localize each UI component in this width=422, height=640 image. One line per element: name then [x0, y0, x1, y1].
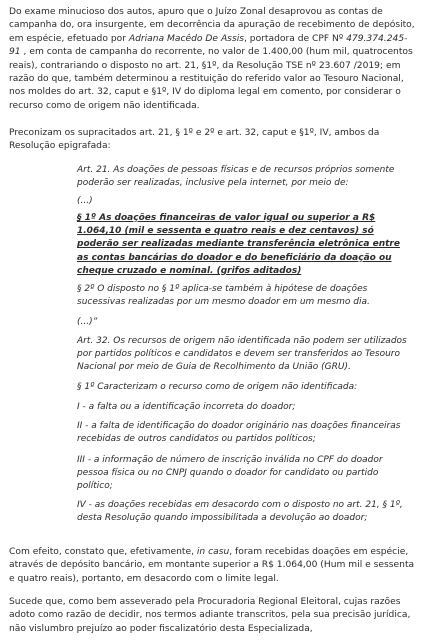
paragraph-summary	[9, 6, 417, 113]
donor-name: Adriana Macêdo De Assis	[128, 33, 244, 44]
paragraph-summary-text-a: Do exame minucioso dos autos, apuro que o Juízo Zonal desaprovou as contas de campanha do, ora insurgente, em decorrência da apuração de recebimento de depósito, em espécie, efetuado por	[9, 7, 415, 44]
quote-item-i: I - a falta ou a identificação incorreta do doador;	[77, 402, 296, 412]
paragraph-summary-text-c: , em conta de campanha do recorrente, no valor de 1.400,00 (hum mil, quatrocentos reais), contrariando o disposto no art. 21, §1º, da Resolução TSE nº 23.607 /2019; em razão do que, também determinou a restituição do referido valor ao Tesouro Nacional, nos moldes do art. 32, caput e §1º, IV do diploma legal em comento, por considerar o recurso como de origem não identificada.	[9, 47, 413, 111]
latin-in-casu: in casu	[196, 547, 230, 557]
paragraph-preconizam: Preconizam os supracitados art. 21, § 1º e 2º e art. 32, caput e §1º, IV, ambos da Resolução epigrafada:	[9, 128, 380, 152]
quote-art21-par1-highlighted: § 1º As doações financeiras de valor igual ou superior a R$ 1.064,10 (mil e sessenta e quatro reais e dez centavos) só poderão ser realizadas mediante transferência eletrônica entre as contas bancárias do doador e do beneficiário da doação ou cheque cruzado e nominal. (grifos aditados)	[77, 213, 400, 276]
quote-ellipsis-2: (...)”	[77, 317, 98, 327]
quote-ellipsis-1: (...)	[77, 196, 93, 206]
paragraph-summary-text-b: , portadora de CPF Nº	[244, 33, 347, 44]
quote-art21: Art. 21. As doações de pessoas físicas e de recursos próprios somente poderão ser realizadas, inclusive pela internet, por meio de:	[77, 165, 395, 189]
quote-art32: Art. 32. Os recursos de origem não identificada não podem ser utilizados por partidos políticos e candidatos e devem ser transferidos ao Tesouro Nacional por meio de Guia de Recolhimento da União (GRU).	[77, 336, 407, 373]
paragraph-com-efeito-text-a: Com efeito, constato que, efetivamente,	[9, 547, 197, 557]
quote-art32-par1: § 1º Caracterizam o recurso como de origem não identificada:	[77, 382, 358, 392]
quote-item-ii: II - a falta de identificação do doador originário nas doações financeiras recebidas de outros candidatos ou partidos políticos;	[77, 421, 401, 445]
quote-item-iv: IV - as doações recebidas em desacordo com o disposto no art. 21, § 1º, desta Resolução quando impossibilitada a devolução ao doador;	[77, 500, 403, 524]
paragraph-com-efeito	[9, 546, 417, 586]
paragraph-com-efeito-text-b: , foram recebidas doações em espécie, através de depósito bancário, em montante superior a R$ 1.064,00 (Hum mil e sessenta e quatro reais), portanto, em desacordo com o limite legal.	[9, 547, 415, 584]
donor-cpf: 479.374.245-91	[9, 33, 408, 58]
paragraph-sucede: Sucede que, como bem asseverado pela Procuradoria Regional Eleitoral, cujas razões adoto como razão de decidir, nos termos adiante transcritos, pela sua precisão jurídica, não vislumbro prejuízo ao poder fiscalizatório desta Especializada,	[9, 597, 411, 634]
quote-item-iii: III - a informação de número de inscrição inválida no CPF do doador pessoa física ou no CNPJ quando o doador for candidato ou partido político;	[77, 455, 383, 492]
quote-art21-par2: § 2º O disposto no § 1º aplica-se também à hipótese de doações sucessivas realizadas por um mesmo doador em um mesmo dia.	[77, 284, 370, 308]
